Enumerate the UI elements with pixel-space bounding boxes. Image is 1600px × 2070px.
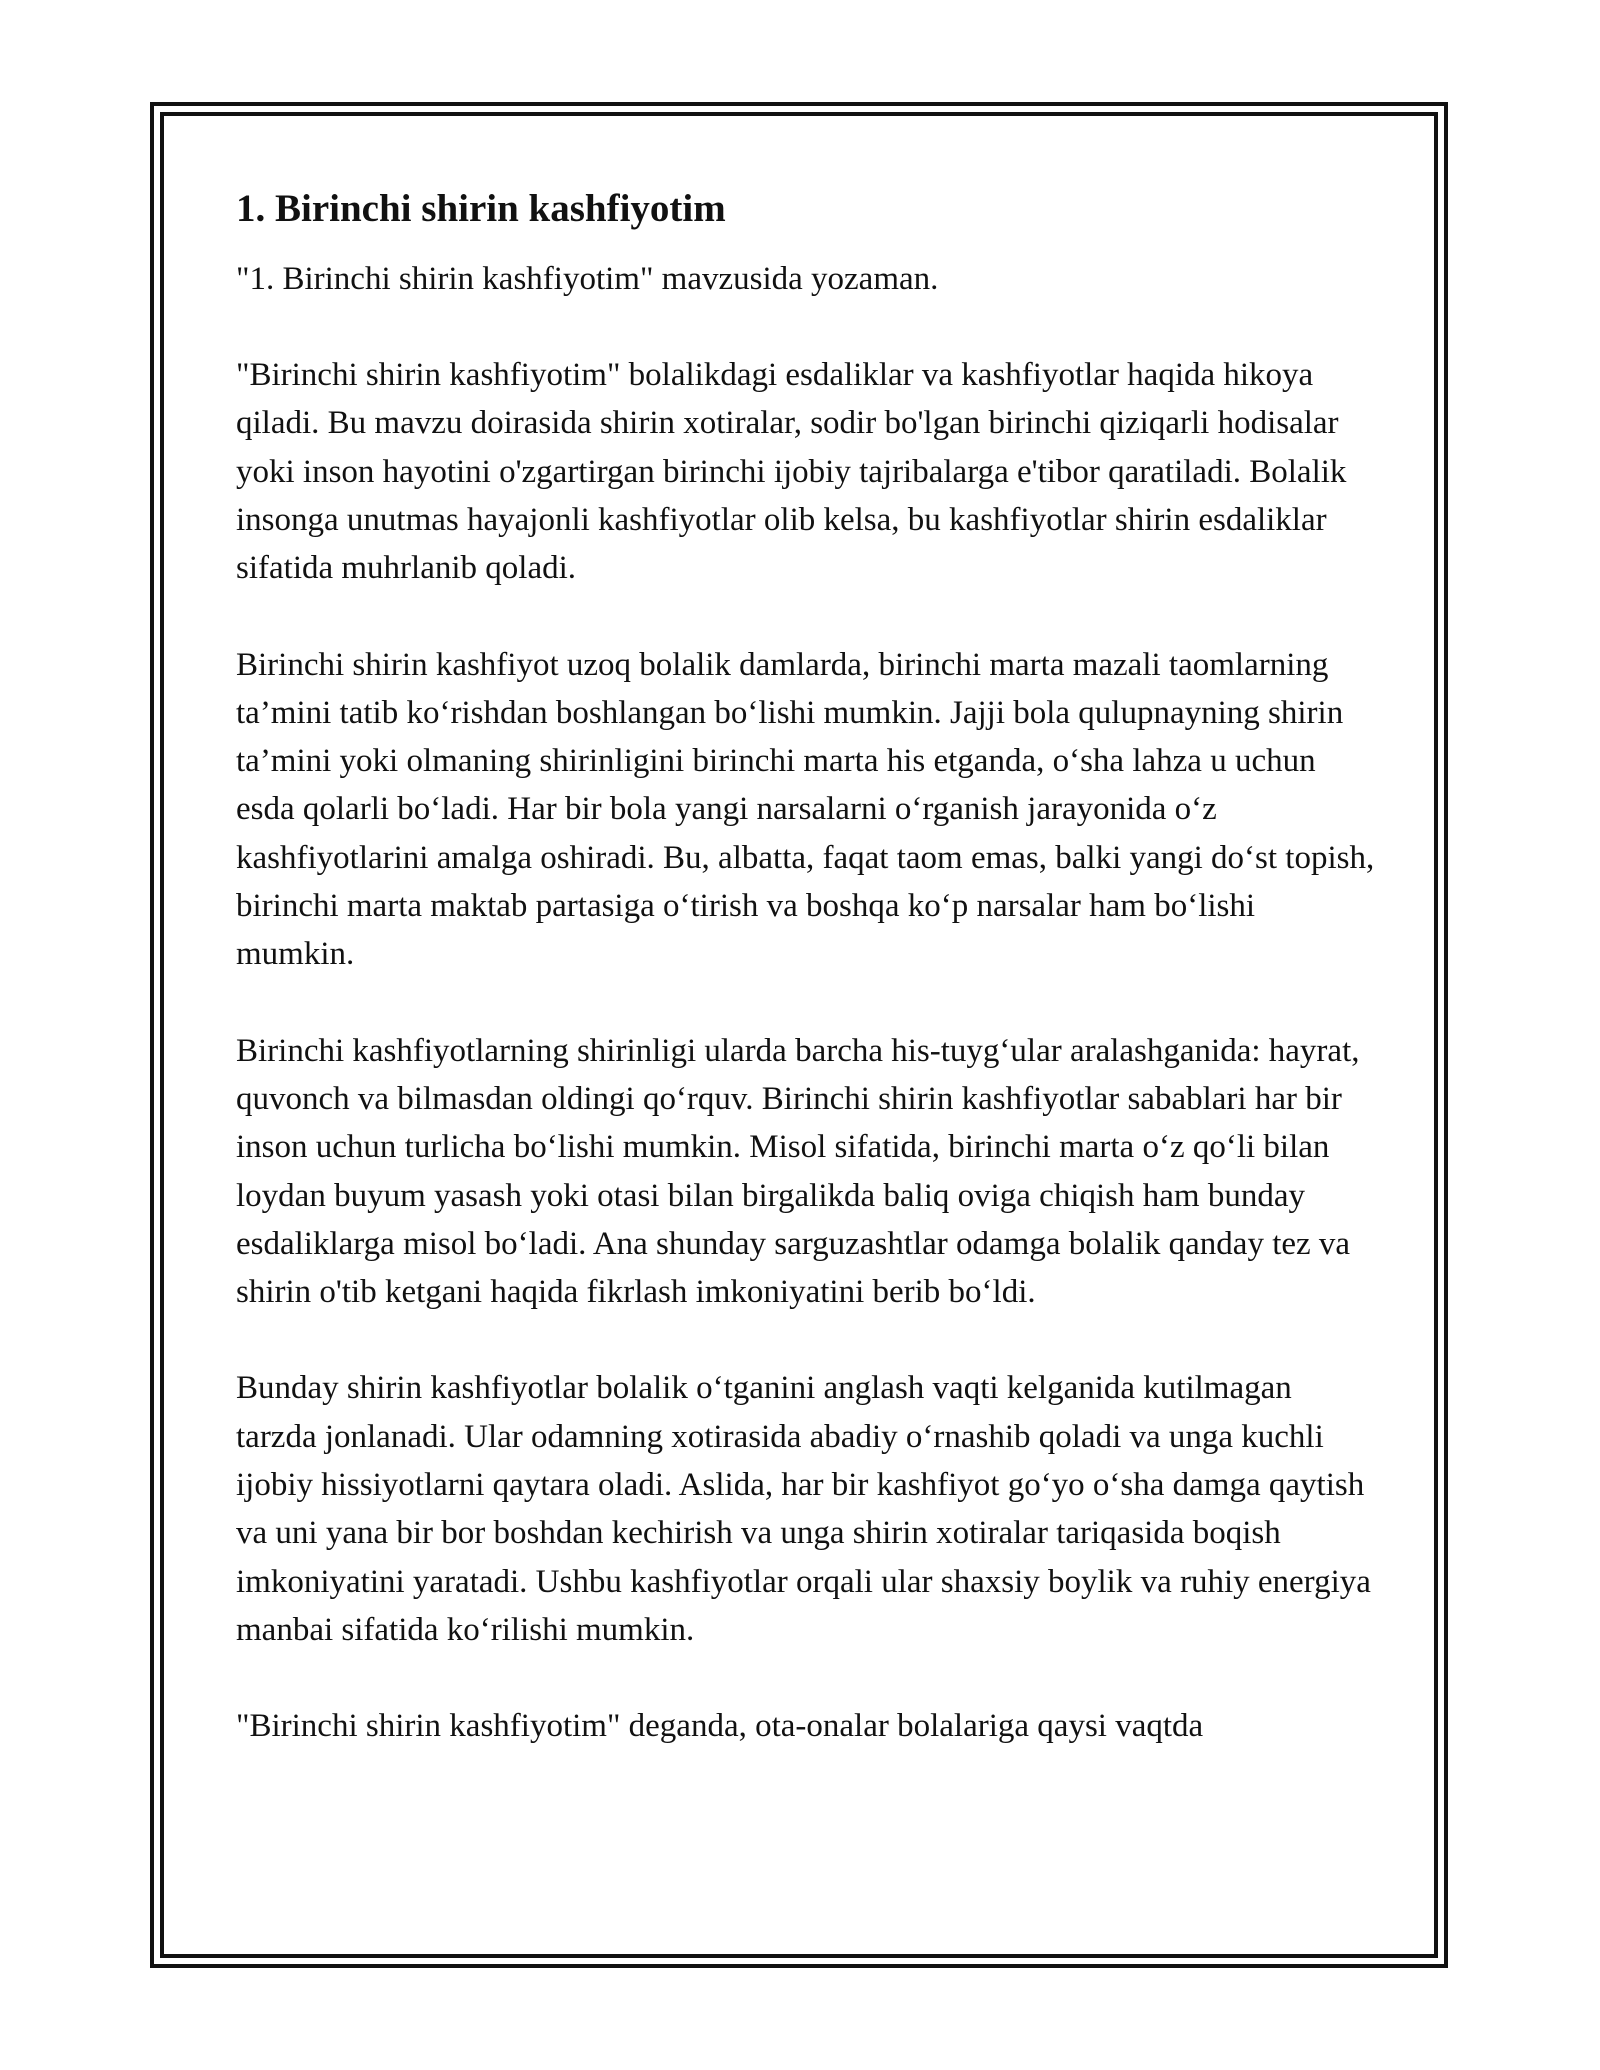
paragraph-emotions: Birinchi kashfiyotlarning shirinligi ularda barcha his-tuyg‘ular aralashganida: hayrat, quvonch va bilmasdan oldingi qo‘rquv. Birinchi shirin kashfiyotlar sabablari har bir inson uchun turlicha bo‘lishi mumkin. Misol sifatida, birinchi marta o‘z qo‘li bilan loydan buyum yasash yoki otasi bilan birgalikda baliq oviga chiqish ham bunday esdaliklarga misol bo‘ladi. Ana shunday sarguzashtlar odamga bolalik qanday tez va shirin o'tib ketgani haqida fikrlash imkoniyatini berib bo‘ldi. bbox=[236, 1032, 1360, 1311]
document-title: 1. Birinchi shirin kashfiyotim bbox=[236, 187, 726, 230]
paragraph-first-taste: Birinchi shirin kashfiyot uzoq bolalik damlarda, birinchi marta mazali taomlarning ta’mini tatib ko‘rishdan boshlangan bo‘lishi mumkin. Jajji bola qulupnayning shirin ta’mini yoki olmaning shirinligini birinchi marta his etganda, o‘sha lahza u uchun esda qolarli bo‘ladi. Har bir bola yangi narsalarni o‘rganish jarayonida o‘z kashfiyotlarini amalga oshiradi. Bu, albatta, faqat taom emas, balki yangi do‘st topish, birinchi marta maktab partasiga o‘tirish va boshqa ko‘p narsalar ham bo‘lishi mumkin. bbox=[236, 646, 1375, 973]
paragraph-overview: "Birinchi shirin kashfiyotim" bolalikdagi esdaliklar va kashfiyotlar haqida hikoya qiladi. Bu mavzu doirasida shirin xotiralar, sodir bo'lgan birinchi qiziqarli hodisalar yoki inson hayotini o'zgartirgan birinchi ijobiy tajribalarga e'tibor qaratiladi. Bolalik insonga unutmas hayajonli kashfiyotlar olib kelsa, bu kashfiyotlar shirin esdaliklar sifatida muhrlanib qoladi. bbox=[236, 357, 1347, 587]
document-body bbox=[236, 186, 1376, 1799]
paragraph-intro: "1. Birinchi shirin kashfiyotim" mavzusida yozaman. bbox=[236, 260, 939, 297]
paragraph-parents: "Birinchi shirin kashfiyotim" deganda, ota-onalar bolalariga qaysi vaqtda bbox=[236, 1708, 1204, 1745]
paragraph-memories: Bunday shirin kashfiyotlar bolalik o‘tganini anglash vaqti kelganida kutilmagan tarzda jonlanadi. Ular odamning xotirasida abadiy o‘rnashib qoladi va unga kuchli ijobiy hissiyotlarni qaytara oladi. Aslida, har bir kashfiyot go‘yo o‘sha damga qaytish va uni yana bir bor boshdan kechirish va unga shirin xotiralar tariqasida boqish imkoniyatini yaratadi. Ushbu kashfiyotlar orqali ular shaxsiy boylik va ruhiy energiya manbai sifatida ko‘rilishi mumkin. bbox=[236, 1370, 1371, 1648]
